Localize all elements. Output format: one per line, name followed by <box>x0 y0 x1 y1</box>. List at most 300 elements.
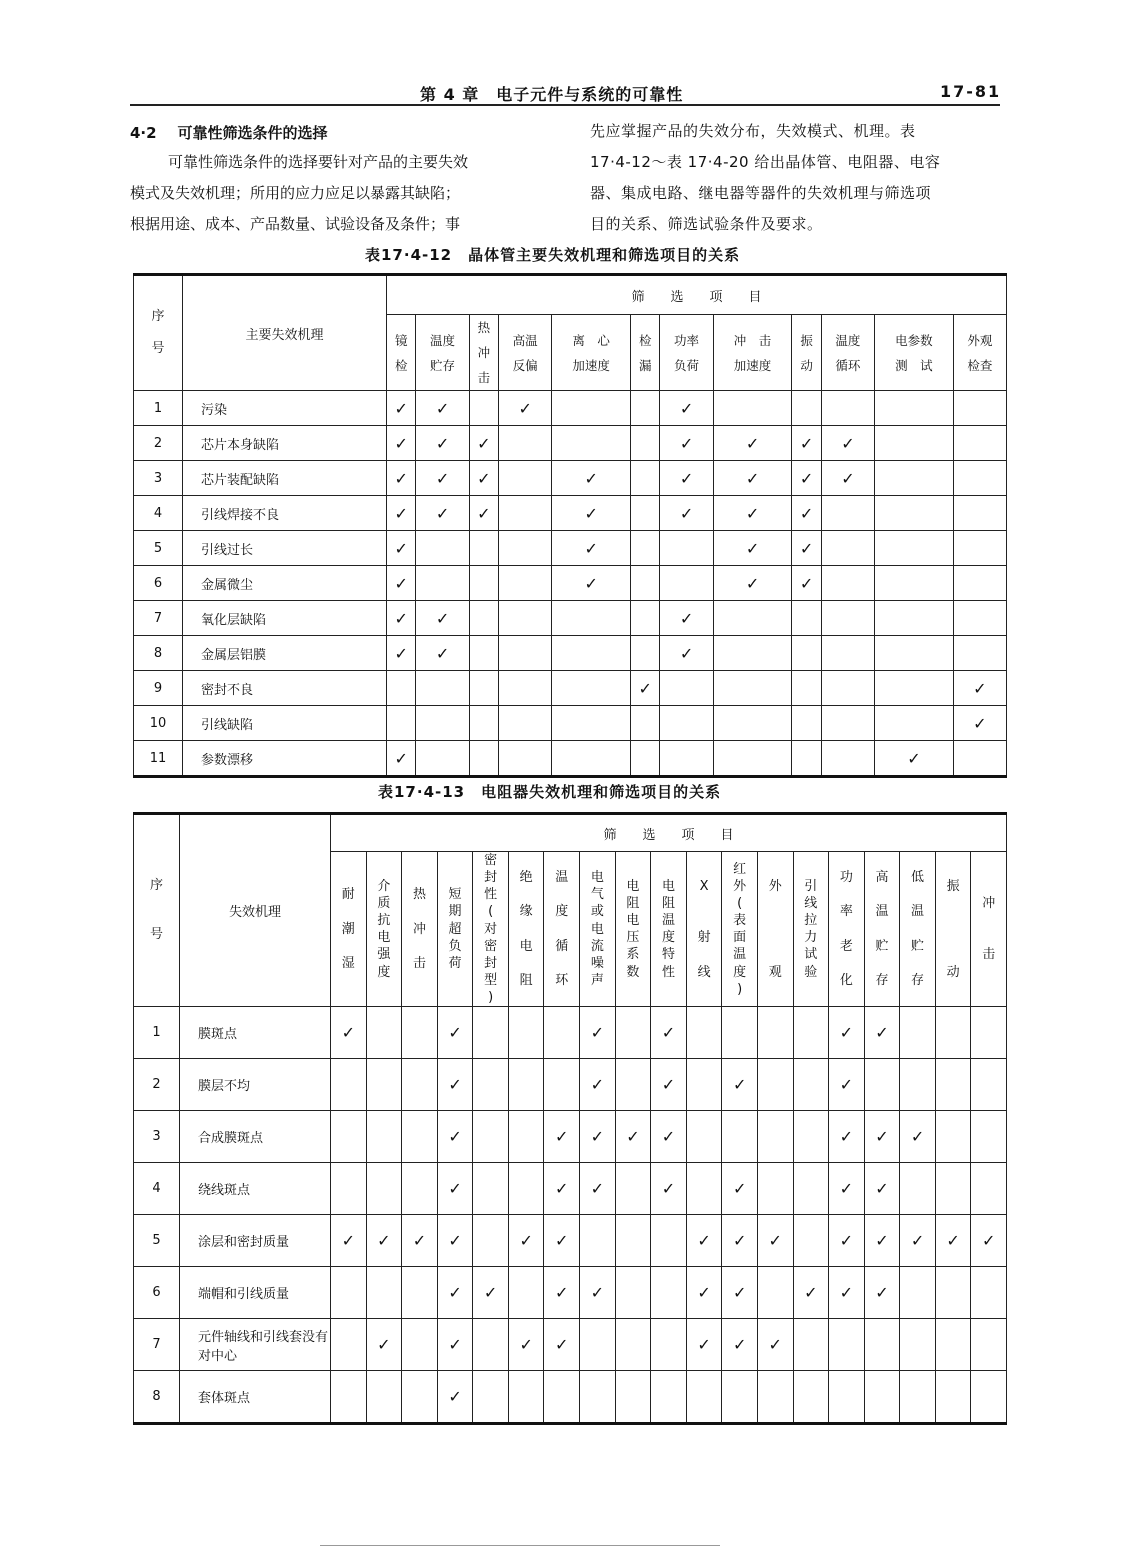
column-header: 电 阻 温 度 特 性 <box>651 852 687 1007</box>
check-cell: ✓ <box>437 1163 473 1215</box>
check-cell: ✓ <box>437 1267 473 1319</box>
check-cell: ✓ <box>473 1267 509 1319</box>
row-number: 8 <box>134 636 183 671</box>
check-cell <box>508 1371 544 1424</box>
check-cell <box>631 741 660 777</box>
table-row <box>134 1371 1007 1424</box>
check-cell <box>792 391 821 426</box>
column-header: 引 线 拉 力 试 验 <box>793 852 829 1007</box>
check-cell <box>615 1163 651 1215</box>
column-header: 电 阻 电 压 系 数 <box>615 852 651 1007</box>
check-cell: ✓ <box>864 1215 900 1267</box>
check-cell: ✓ <box>651 1007 687 1059</box>
check-cell <box>331 1111 367 1163</box>
check-cell <box>469 531 498 566</box>
check-cell <box>631 636 660 671</box>
check-cell <box>651 1215 687 1267</box>
check-cell <box>935 1319 971 1371</box>
row-number: 2 <box>134 1059 180 1111</box>
check-cell <box>499 601 552 636</box>
check-cell <box>971 1111 1007 1163</box>
check-cell <box>792 741 821 777</box>
check-cell: ✓ <box>971 1215 1007 1267</box>
check-cell <box>792 671 821 706</box>
check-cell: ✓ <box>552 566 631 601</box>
check-cell: ✓ <box>437 1007 473 1059</box>
check-cell: ✓ <box>387 496 416 531</box>
check-cell <box>660 706 713 741</box>
check-cell <box>631 496 660 531</box>
check-cell: ✓ <box>508 1319 544 1371</box>
check-cell <box>552 671 631 706</box>
paragraph-line: 器、集成电路、继电器等器件的失效机理与筛选项 <box>590 184 932 202</box>
check-cell <box>686 1059 722 1111</box>
check-cell <box>821 601 874 636</box>
screening-items-header: 筛 选 项 目 <box>331 814 1007 852</box>
check-cell <box>402 1371 438 1424</box>
row-number: 7 <box>134 1319 180 1371</box>
mechanism-header: 失效机理 <box>180 814 331 1007</box>
check-cell: ✓ <box>713 531 792 566</box>
check-cell: ✓ <box>437 1111 473 1163</box>
column-header: 耐 潮 湿 <box>331 852 367 1007</box>
column-header: 温度 贮存 <box>416 315 469 391</box>
check-cell <box>366 1059 402 1111</box>
check-cell: ✓ <box>713 566 792 601</box>
column-header: 离 心 加速度 <box>552 315 631 391</box>
check-cell: ✓ <box>331 1007 367 1059</box>
check-cell: ✓ <box>544 1267 580 1319</box>
row-number: 11 <box>134 741 183 777</box>
check-cell <box>508 1111 544 1163</box>
row-number: 1 <box>134 391 183 426</box>
column-header: 功率 负荷 <box>660 315 713 391</box>
seq-header: 序 号 <box>134 275 183 391</box>
check-cell <box>722 1007 758 1059</box>
check-cell <box>615 1371 651 1424</box>
check-cell: ✓ <box>660 461 713 496</box>
check-cell: ✓ <box>722 1059 758 1111</box>
check-cell: ✓ <box>829 1007 865 1059</box>
check-cell: ✓ <box>864 1267 900 1319</box>
check-cell: ✓ <box>792 461 821 496</box>
check-cell <box>875 531 954 566</box>
paragraph-line: 可靠性筛选条件的选择要针对产品的主要失效 <box>168 153 469 171</box>
check-cell: ✓ <box>331 1215 367 1267</box>
check-cell: ✓ <box>651 1111 687 1163</box>
check-cell <box>469 391 498 426</box>
column-header: 短 期 超 负 荷 <box>437 852 473 1007</box>
check-cell <box>473 1111 509 1163</box>
check-cell: ✓ <box>366 1319 402 1371</box>
section-title: 可靠性筛选条件的选择 <box>177 124 328 142</box>
check-cell <box>793 1215 829 1267</box>
row-number: 3 <box>134 1111 180 1163</box>
check-cell <box>366 1163 402 1215</box>
check-cell <box>875 601 954 636</box>
check-cell <box>757 1059 793 1111</box>
row-number: 4 <box>134 1163 180 1215</box>
failure-mechanism: 引线过长 <box>183 531 387 566</box>
check-cell <box>402 1267 438 1319</box>
failure-mechanism: 膜斑点 <box>180 1007 331 1059</box>
check-cell <box>631 461 660 496</box>
check-cell <box>552 636 631 671</box>
check-cell <box>552 706 631 741</box>
check-cell <box>499 531 552 566</box>
check-cell: ✓ <box>722 1267 758 1319</box>
table-row <box>134 1319 1007 1371</box>
check-cell <box>900 1007 936 1059</box>
check-cell <box>469 671 498 706</box>
check-cell <box>875 391 954 426</box>
failure-mechanism: 污染 <box>183 391 387 426</box>
check-cell <box>935 1163 971 1215</box>
check-cell: ✓ <box>416 636 469 671</box>
table1-caption: 表17·4-12 晶体管主要失效机理和筛选项目的关系 <box>365 246 741 264</box>
check-cell <box>971 1059 1007 1111</box>
check-cell <box>580 1215 616 1267</box>
failure-mechanism: 膜层不均 <box>180 1059 331 1111</box>
check-cell <box>499 426 552 461</box>
column-header: 冲 击 加速度 <box>713 315 792 391</box>
check-cell <box>615 1007 651 1059</box>
check-cell <box>499 496 552 531</box>
column-header: 高温 反偏 <box>499 315 552 391</box>
check-cell <box>580 1371 616 1424</box>
check-cell: ✓ <box>387 531 416 566</box>
check-cell: ✓ <box>722 1215 758 1267</box>
check-cell <box>473 1059 509 1111</box>
column-header: 温度 循环 <box>821 315 874 391</box>
check-cell: ✓ <box>792 426 821 461</box>
column-header: 功 率 老 化 <box>829 852 865 1007</box>
column-header: 镜 检 <box>387 315 416 391</box>
row-number: 9 <box>134 671 183 706</box>
check-cell <box>900 1371 936 1424</box>
column-header: 外 观 <box>757 852 793 1007</box>
header-rule <box>130 104 1000 106</box>
check-cell <box>875 671 954 706</box>
check-cell <box>331 1371 367 1424</box>
check-cell: ✓ <box>544 1215 580 1267</box>
check-cell <box>631 601 660 636</box>
row-number: 6 <box>134 1267 180 1319</box>
check-cell: ✓ <box>953 706 1006 741</box>
check-cell <box>900 1267 936 1319</box>
check-cell <box>757 1267 793 1319</box>
check-cell <box>473 1371 509 1424</box>
check-cell: ✓ <box>387 566 416 601</box>
check-cell <box>713 601 792 636</box>
check-cell: ✓ <box>792 531 821 566</box>
check-cell <box>508 1267 544 1319</box>
check-cell: ✓ <box>387 426 416 461</box>
check-cell <box>713 391 792 426</box>
check-cell <box>722 1111 758 1163</box>
column-header: 冲 击 <box>971 852 1007 1007</box>
check-cell <box>686 1007 722 1059</box>
check-cell: ✓ <box>437 1371 473 1424</box>
check-cell <box>366 1007 402 1059</box>
check-cell <box>792 601 821 636</box>
paragraph-line: 模式及失效机理；所用的应力应足以暴露其缺陷； <box>130 184 461 202</box>
check-cell <box>469 566 498 601</box>
check-cell: ✓ <box>686 1319 722 1371</box>
check-cell <box>402 1007 438 1059</box>
failure-mechanism: 芯片装配缺陷 <box>183 461 387 496</box>
column-header: 介 质 抗 电 强 度 <box>366 852 402 1007</box>
row-number: 8 <box>134 1371 180 1424</box>
check-cell <box>953 391 1006 426</box>
check-cell: ✓ <box>864 1163 900 1215</box>
check-cell: ✓ <box>469 426 498 461</box>
check-cell <box>935 1267 971 1319</box>
check-cell: ✓ <box>792 496 821 531</box>
column-header: 电 气 或 电 流 噪 声 <box>580 852 616 1007</box>
check-cell <box>416 706 469 741</box>
check-cell: ✓ <box>864 1111 900 1163</box>
check-cell <box>757 1007 793 1059</box>
check-cell <box>469 706 498 741</box>
check-cell: ✓ <box>366 1215 402 1267</box>
paragraph-line: 目的关系、筛选试验条件及要求。 <box>590 215 823 233</box>
check-cell <box>660 671 713 706</box>
page-number: 17-81 <box>940 82 1002 101</box>
check-cell <box>499 566 552 601</box>
check-cell <box>552 426 631 461</box>
check-cell: ✓ <box>580 1111 616 1163</box>
column-header: X 射 线 <box>686 852 722 1007</box>
check-cell <box>631 706 660 741</box>
transistor-table <box>133 273 1007 778</box>
check-cell <box>821 741 874 777</box>
column-header: 密 封 性 ( 对 密 封 型 ) <box>473 852 509 1007</box>
failure-mechanism: 参数漂移 <box>183 741 387 777</box>
check-cell <box>469 601 498 636</box>
table-row <box>134 1215 1007 1267</box>
check-cell: ✓ <box>437 1215 473 1267</box>
check-cell <box>508 1163 544 1215</box>
check-cell <box>552 391 631 426</box>
check-cell <box>900 1059 936 1111</box>
check-cell <box>864 1059 900 1111</box>
check-cell <box>660 566 713 601</box>
check-cell: ✓ <box>793 1267 829 1319</box>
check-cell <box>875 496 954 531</box>
table-row <box>134 531 1007 566</box>
check-cell <box>875 426 954 461</box>
row-number: 10 <box>134 706 183 741</box>
check-cell: ✓ <box>387 391 416 426</box>
check-cell <box>631 391 660 426</box>
check-cell: ✓ <box>416 601 469 636</box>
check-cell: ✓ <box>651 1163 687 1215</box>
paragraph-line: 根据用途、成本、产品数量、试验设备及条件；事 <box>130 215 461 233</box>
check-cell <box>713 741 792 777</box>
check-cell <box>469 636 498 671</box>
check-cell <box>473 1007 509 1059</box>
check-cell <box>953 741 1006 777</box>
check-cell <box>971 1267 1007 1319</box>
check-cell <box>544 1007 580 1059</box>
paragraph-line: 17·4-12～表 17·4-20 给出晶体管、电阻器、电容 <box>590 153 941 171</box>
table-row <box>134 601 1007 636</box>
check-cell: ✓ <box>580 1267 616 1319</box>
check-cell <box>544 1371 580 1424</box>
check-cell <box>366 1111 402 1163</box>
check-cell <box>792 636 821 671</box>
check-cell: ✓ <box>402 1215 438 1267</box>
check-cell: ✓ <box>660 496 713 531</box>
check-cell <box>473 1319 509 1371</box>
check-cell: ✓ <box>686 1215 722 1267</box>
left-paragraph <box>130 147 560 240</box>
check-cell <box>793 1111 829 1163</box>
check-cell: ✓ <box>875 741 954 777</box>
check-cell: ✓ <box>387 601 416 636</box>
check-cell <box>366 1267 402 1319</box>
failure-mechanism: 端帽和引线质量 <box>180 1267 331 1319</box>
check-cell: ✓ <box>660 391 713 426</box>
check-cell <box>953 496 1006 531</box>
check-cell <box>499 741 552 777</box>
column-header: 红 外 ( 表 面 温 度 ) <box>722 852 758 1007</box>
check-cell <box>793 1163 829 1215</box>
check-cell <box>821 671 874 706</box>
check-cell: ✓ <box>387 636 416 671</box>
table-row <box>134 461 1007 496</box>
check-cell <box>875 636 954 671</box>
check-cell <box>875 461 954 496</box>
row-number: 1 <box>134 1007 180 1059</box>
check-cell: ✓ <box>651 1059 687 1111</box>
check-cell <box>651 1319 687 1371</box>
check-cell <box>331 1319 367 1371</box>
check-cell: ✓ <box>416 496 469 531</box>
check-cell <box>821 496 874 531</box>
table-row <box>134 1163 1007 1215</box>
check-cell: ✓ <box>757 1319 793 1371</box>
check-cell: ✓ <box>660 636 713 671</box>
resistor-table <box>133 812 1007 1425</box>
check-cell: ✓ <box>416 426 469 461</box>
check-cell <box>499 706 552 741</box>
check-cell: ✓ <box>544 1163 580 1215</box>
footer-rule <box>320 1545 720 1546</box>
check-cell <box>508 1007 544 1059</box>
check-cell <box>631 426 660 461</box>
failure-mechanism: 引线缺陷 <box>183 706 387 741</box>
check-cell <box>615 1319 651 1371</box>
check-cell <box>953 426 1006 461</box>
screening-items-header: 筛 选 项 目 <box>387 275 1007 315</box>
check-cell <box>793 1059 829 1111</box>
table-row <box>134 741 1007 777</box>
check-cell <box>331 1059 367 1111</box>
check-cell <box>416 671 469 706</box>
row-number: 4 <box>134 496 183 531</box>
check-cell: ✓ <box>580 1059 616 1111</box>
check-cell: ✓ <box>757 1215 793 1267</box>
check-cell <box>792 706 821 741</box>
table-row <box>134 391 1007 426</box>
chapter-title: 第 4 章 电子元件与系统的可靠性 <box>420 85 684 104</box>
check-cell <box>953 461 1006 496</box>
column-header: 绝 缘 电 阻 <box>508 852 544 1007</box>
column-header: 高 温 贮 存 <box>864 852 900 1007</box>
check-cell <box>499 461 552 496</box>
check-cell <box>331 1267 367 1319</box>
check-cell <box>900 1163 936 1215</box>
check-cell: ✓ <box>469 461 498 496</box>
check-cell: ✓ <box>580 1007 616 1059</box>
check-cell: ✓ <box>713 426 792 461</box>
header-row <box>134 814 1007 852</box>
seq-header: 序 号 <box>134 814 180 1007</box>
column-header: 振 动 <box>792 315 821 391</box>
row-number: 2 <box>134 426 183 461</box>
paragraph-line: 先应掌握产品的失效分布，失效模式、机理。表 <box>590 122 916 140</box>
column-header: 低 温 贮 存 <box>900 852 936 1007</box>
check-cell: ✓ <box>829 1163 865 1215</box>
check-cell <box>660 741 713 777</box>
column-header: 温 度 循 环 <box>544 852 580 1007</box>
check-cell: ✓ <box>935 1215 971 1267</box>
check-cell <box>631 566 660 601</box>
right-paragraph <box>590 116 1010 240</box>
check-cell <box>713 671 792 706</box>
check-cell <box>971 1163 1007 1215</box>
check-cell: ✓ <box>686 1267 722 1319</box>
check-cell: ✓ <box>821 426 874 461</box>
table-row <box>134 1007 1007 1059</box>
row-number: 5 <box>134 531 183 566</box>
check-cell <box>713 636 792 671</box>
check-cell <box>580 1319 616 1371</box>
check-cell <box>971 1007 1007 1059</box>
check-cell <box>935 1371 971 1424</box>
failure-mechanism: 元件轴线和引线套没有对中心 <box>180 1319 331 1371</box>
check-cell <box>864 1371 900 1424</box>
table-row <box>134 1111 1007 1163</box>
check-cell: ✓ <box>829 1215 865 1267</box>
check-cell <box>686 1163 722 1215</box>
table-row <box>134 496 1007 531</box>
check-cell <box>821 636 874 671</box>
check-cell <box>469 741 498 777</box>
column-header: 振 动 <box>935 852 971 1007</box>
check-cell <box>473 1163 509 1215</box>
check-cell <box>651 1371 687 1424</box>
check-cell <box>821 531 874 566</box>
check-cell <box>935 1059 971 1111</box>
check-cell: ✓ <box>552 461 631 496</box>
header-row <box>134 275 1007 315</box>
check-cell <box>953 636 1006 671</box>
check-cell: ✓ <box>552 496 631 531</box>
column-header: 检 漏 <box>631 315 660 391</box>
table-row <box>134 671 1007 706</box>
failure-mechanism: 芯片本身缺陷 <box>183 426 387 461</box>
check-cell <box>660 531 713 566</box>
check-cell: ✓ <box>829 1267 865 1319</box>
check-cell: ✓ <box>953 671 1006 706</box>
failure-mechanism: 涂层和密封质量 <box>180 1215 331 1267</box>
check-cell <box>722 1371 758 1424</box>
check-cell: ✓ <box>544 1319 580 1371</box>
check-cell: ✓ <box>660 426 713 461</box>
